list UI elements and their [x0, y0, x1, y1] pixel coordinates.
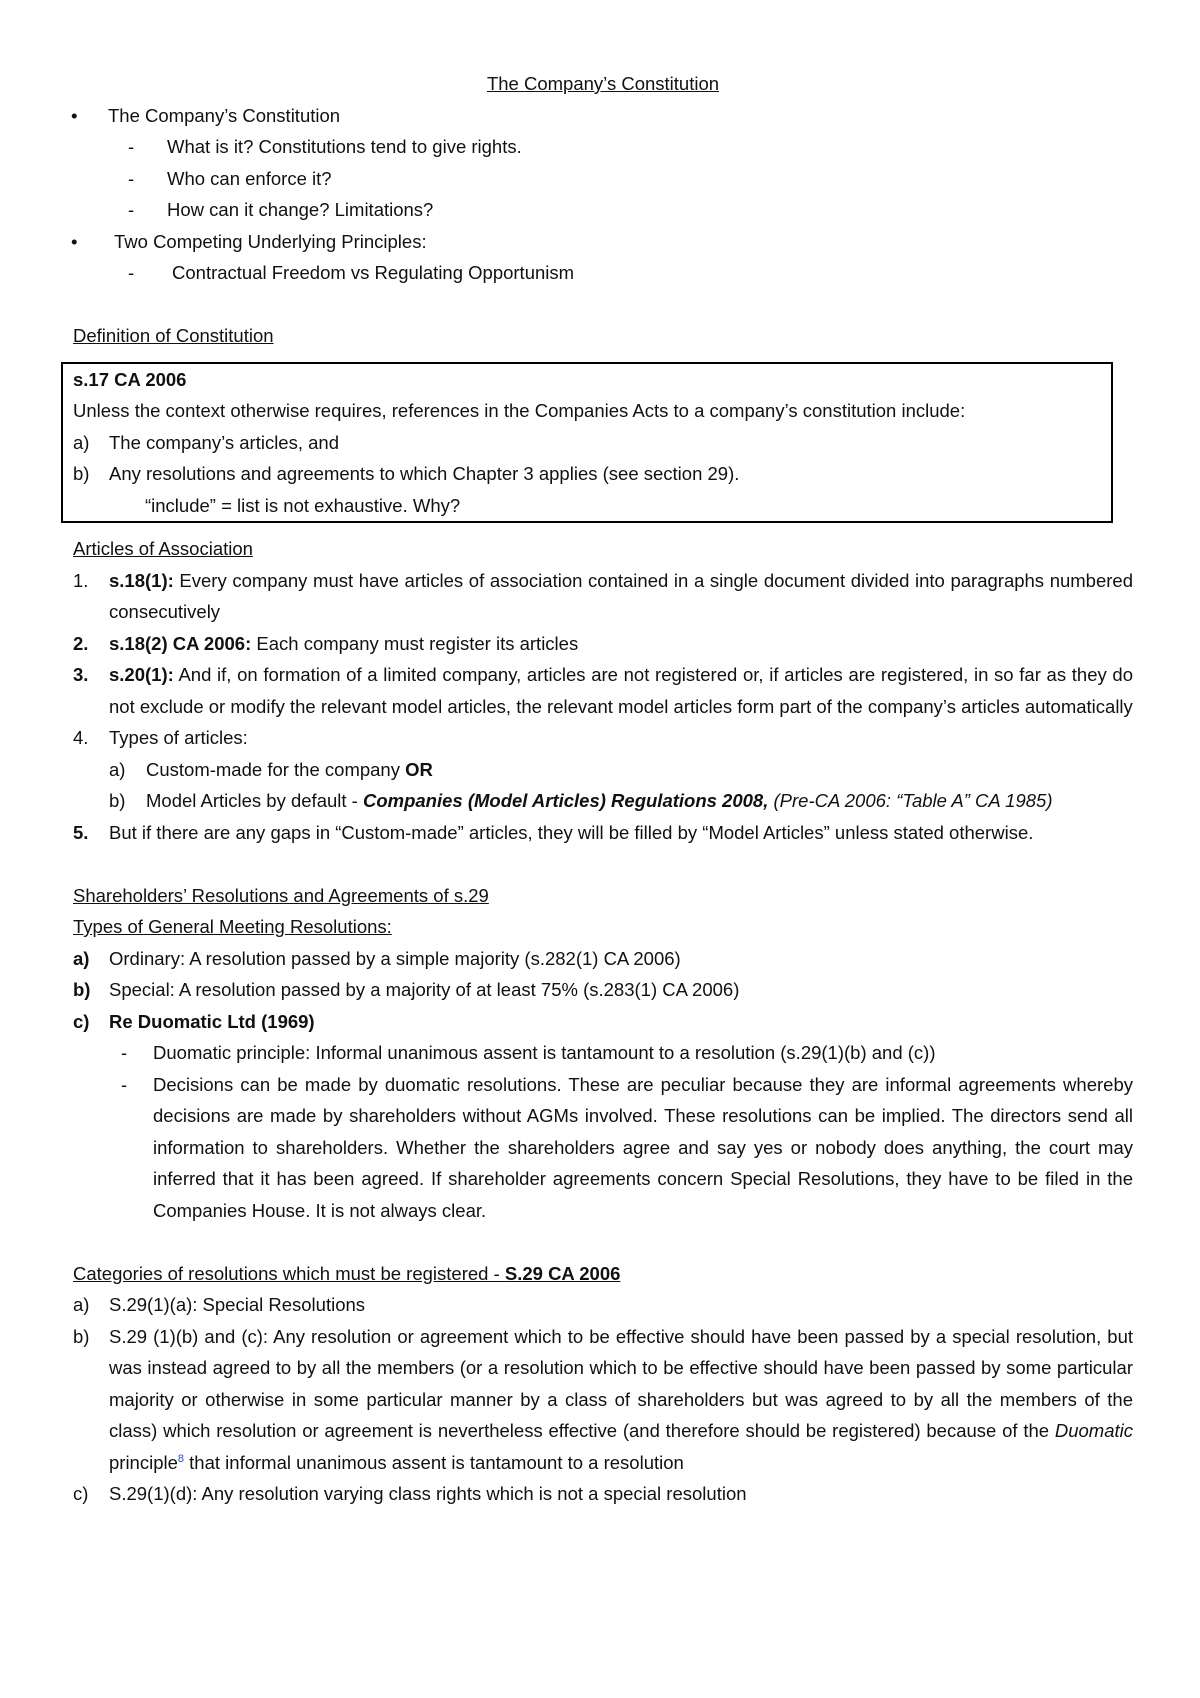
list-item: - Contractual Freedom vs Regulating Opportunism — [73, 257, 1133, 289]
box-title: s.17 CA 2006 — [73, 368, 187, 390]
list-item: a) The company’s articles, and — [73, 431, 339, 453]
section-heading: Articles of Association — [73, 538, 253, 559]
bullet-icon: • — [71, 104, 78, 126]
dash-icon: - — [128, 199, 135, 220]
dash-icon: - — [128, 262, 135, 283]
list-item: - Decisions can be made by duomatic resolutions. These are peculiar because they are informal agreements whereby decisions are made by shareholders without AGMs involved. These resolutions can be implied. The directors send all information to shareholders. Whether the shareholders agree and say yes or nobody does anything, the court may inferred that it has been agreed. If shareholder agreements concern Special Resolutions, they have to be filed in the Companies House. It is not always clear. — [73, 1069, 1133, 1227]
list-item: c) Re Duomatic Ltd (1969) — [73, 1010, 315, 1032]
list-item: 2. s.18(2) CA 2006: Each company must register its articles — [73, 632, 579, 654]
section-heading: Shareholders’ Resolutions and Agreements of s.29 — [73, 884, 489, 906]
list-item: b) S.29 (1)(b) and (c): Any resolution or agreement which to be effective should have been passed by a special resolution, but was instead agreed to by all the members (or a resolution which to be effective should have been passed by some particular majority or otherwise in some particular manner by a class of shareholders but was agreed to by all the members of the class) which resolution or agreement is nevertheless effective (and therefore should be registered) because of the Duomatic principle$^8$ that informal unanimous assent is tantamount to a resolution — [73, 1325, 1133, 1473]
list-item: b) Model Articles by default - Companies (Model Articles) Regulations 2008, (Pre-CA 2006: “Table A” CA 1985) — [109, 790, 1053, 811]
statute-box — [61, 362, 1113, 524]
list-item: - What is it? Constitutions tend to give rights. — [73, 131, 1133, 163]
list-item: - Duomatic principle: Informal unanimous assent is tantamount to a resolution (s.29(1)(b) and (c)) — [73, 1037, 1133, 1069]
box-text: Unless the context otherwise requires, references in the Companies Acts to a company’s constitution include: — [73, 400, 966, 421]
footnote-link[interactable]: 8 — [177, 1452, 185, 1465]
list-item: b) Special: A resolution passed by a majority of at least 75% (s.283(1) CA 2006) — [73, 979, 740, 1000]
list-item: 3. s.20(1): And if, on formation of a limited company, articles are not registered or, if articles are registered, in so far as they do not exclude or modify the relevant model articles, the relevant model articles form part of the company’s articles automatically — [73, 664, 1133, 717]
bullet-icon: • — [71, 230, 78, 252]
list-item: - Who can enforce it? — [73, 163, 1133, 195]
list-item: 4. Types of articles: — [73, 727, 248, 748]
dash-icon: - — [128, 167, 135, 189]
list-item: b) Any resolutions and agreements to which Chapter 3 applies (see section 29). — [73, 463, 740, 484]
list-item: 1. s.18(1): Every company must have articles of association contained in a single document divided into paragraphs numbered consecutively — [73, 569, 1133, 622]
list-item: • The Company’s Constitution — [73, 100, 1133, 132]
page-title: The Company’s Constitution — [486, 73, 720, 94]
list-item: - How can it change? Limitations? — [73, 194, 1133, 226]
dash-icon: - — [121, 1042, 128, 1063]
document-page — [73, 68, 1133, 1510]
list-item: c) S.29(1)(d): Any resolution varying class rights which is not a special resolution — [73, 1483, 747, 1504]
section-subheading: Types of General Meeting Resolutions: — [73, 916, 392, 937]
section-heading: Definition of Constitution — [73, 325, 274, 346]
dash-icon: - — [121, 1073, 128, 1095]
dash-icon: - — [128, 136, 135, 157]
list-item: a) Custom-made for the company OR — [109, 758, 433, 780]
list-item: a) S.29(1)(a): Special Resolutions — [73, 1294, 366, 1315]
list-item: a) Ordinary: A resolution passed by a simple majority (s.282(1) CA 2006) — [73, 947, 681, 969]
section-heading: Categories of resolutions which must be registered - S.29 CA 2006 — [73, 1262, 621, 1284]
box-note: “include” = list is not exhaustive. Why? — [145, 494, 461, 516]
list-item: • Two Competing Underlying Principles: — [73, 226, 1133, 258]
list-item: 5. But if there are any gaps in “Custom-made” articles, they will be filled by “Model Articles” unless stated otherwise. — [73, 821, 1034, 843]
